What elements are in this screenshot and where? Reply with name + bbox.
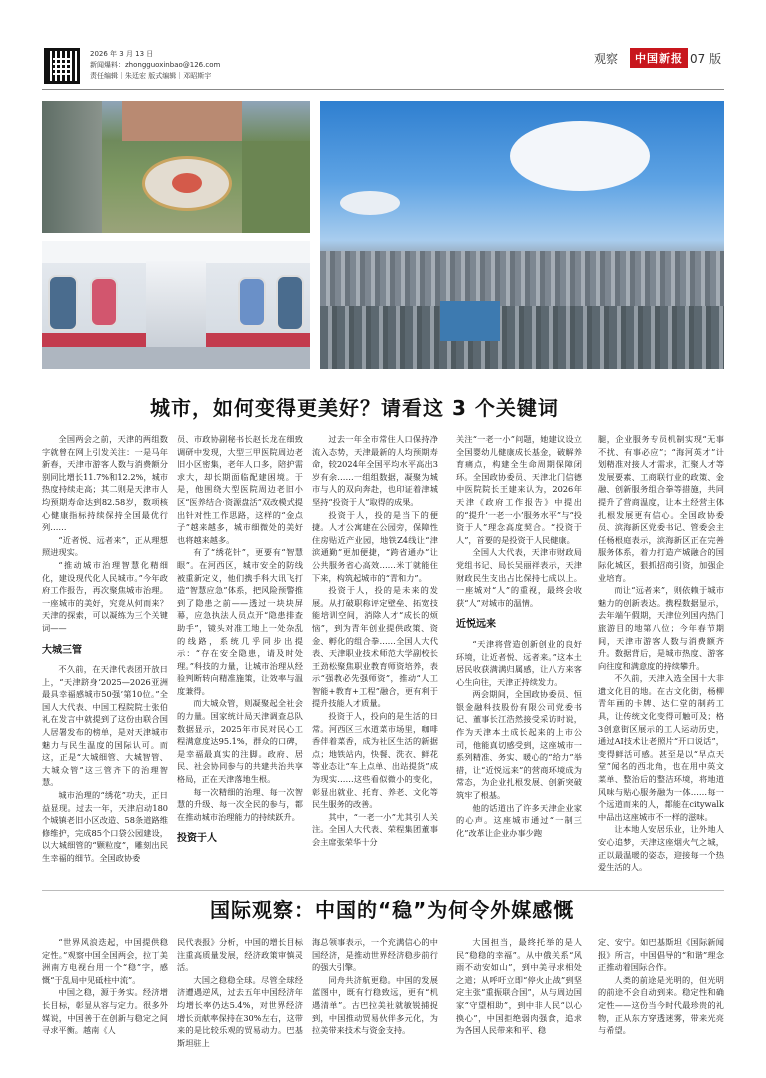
article1-column-4	[456, 433, 582, 839]
paragraph: 关注“一老一小”问题，她建议设立全国婴幼儿健康成长基金，破解养育痛点，构建全生命周期保障闭环。全国政协委员、天津北门信德中医院院长王建来认为，2026年天津《政府工作报告》中提出的“提升‘一老一小’服务水平”与“投资于人”理念高度契合。“投资于人”，首要的是投资于人民健康。	[456, 434, 582, 545]
paragraph: 民代表报》分析，中国的增长目标注重高质量发展，经济政策审慎灵活。	[177, 937, 303, 973]
paragraph: 其中，“一老一小”尤其引人关注。全国人大代表、荣程集团董事会主席张荣华十分	[312, 811, 438, 847]
photo-aerial-plaza	[42, 101, 310, 233]
news-email: 新闻爆料：zhongguoxinbao@126.com	[90, 61, 221, 69]
article2-column-4	[456, 936, 582, 1037]
article2-column-2	[177, 936, 303, 1049]
paragraph: 全国两会之前，天津的两组数字就曾在网上引发关注：一是马年新春，天津市游客人数与消费额分别同比增长11.7%和12.2%，城市热度持续走高；其二则是天津市人均预期寿命达到82.58岁，数项核心健康指标持续保持全国最优行列……	[42, 434, 168, 533]
paragraph: 同舟共济航更稳。中国的发展蓝图中，既有行稳致远，更有“机遇清单”。古巴拉美社就敏锐捕捉到，中国推动贸易伙伴多元化，为拉美带来技术与资金支持。	[312, 974, 438, 1036]
paragraph: 让本地人安居乐业，让外地人安心追梦，天津这座烟火气之城，正以最温暖的姿态，迎接每一个热爱生活的人。	[598, 824, 724, 873]
editors-line: 责任编辑｜朱廷宏 版式编辑｜邓昭斯宇	[90, 72, 212, 80]
paragraph: 大国担当，最终托举的是人民“稳稳的幸福”。从中俄关系“风雨不动安如山”，到中美寻求相处之道；从呼吁立即“停火止战”到坚定主张“重振联合国”，从与周边国家“守望相助”，到中非人民“以心换心”，中国拒绝弱肉强食，追求为各国人民带来和平、稳	[456, 937, 582, 1036]
article2-title: 国际观察：中国的“稳”为何令外媒感慨	[210, 898, 575, 922]
paragraph: 大国之稳稳全球。尽管全球经济遭遇逆风，过去五年中国经济年均增长率仍达5.4%，对世界经济增长贡献率保持在30%左右，这带来的是比较乐观的贸易动力。巴基斯坦驻上	[177, 974, 303, 1048]
paragraph: 不久前，天津入选全国十大非遗文化目的地。在古文化街，杨柳青年画的卡牌、达仁堂的制药工具，让传统文化变得可触可及；格3创意街区展示的工人运动历史，通过AI技术让老照片“开口说话”，变得鲜活可感。甚至是以“早点天堂”闻名的西北角，也在用中英文菜单、整治后的整洁环境，将地道风味与贴心服务融为一体……每一个远道而来的人，都能在citywalk中品出这座城市不一样的滋味。	[598, 673, 724, 822]
paragraph: 有了“绣花针”，更要有“智慧眼”。在河西区，城市安全的防线被重新定义，他们携手科大讯飞打造“智慧应急”体系，把风险预警推到了隐患之前——透过一块块屏幕，应急执法人员点开“隐患排查助手”，镜头对准工地上一处杂乱的线路，系统几乎同步出提示：“存在安全隐患，请及时处理。”科技的力量，让城市治理从经验判断转向精准施策，让效率与温度兼得。	[177, 547, 303, 696]
paragraph: 城市治理的“绣花”功夫，正日益显现。过去一年，天津启动180个城镇老旧小区改造、58条道路维修维护，完成85个口袋公园建设，以大城细管的“颗粒度”，雕刻出民生幸福的细节。全国政协委	[42, 790, 168, 863]
subheading: 大城三管	[42, 644, 82, 656]
article2-column-1	[42, 936, 168, 1037]
paragraph: 腿，企业服务专员机制实现“无事不扰、有事必应”；“海河英才”计划精准对接人才需求，汇聚人才等发展要素、工商联行业的政策、金融、创新服务组合拳等措施，共同提升了营商温度，让本土经营主体扎根发展更有信心。全国政协委员、滨海新区党委书记、管委会主任杨根庭表示，滨海新区正在完善服务体系，着力打造产城融合的国际化城区，狠抓招商引资，加强企业培育。	[598, 434, 724, 583]
paragraph: 而让“远者来”，则依赖于城市魅力的创新表达。携程数据显示，去年端午假期，天津位列国内热门旅游目的地第八位；今年春节期间，天津市游客人数与消费额齐升。数据背后，是城市热度、游客向往度和满意度的持续攀升。	[598, 585, 724, 671]
header-rule	[42, 89, 724, 90]
subheading: 近悦远来	[456, 619, 496, 631]
qr-code	[44, 48, 80, 84]
paragraph: 员、市政协副秘书长赵长龙在细致调研中发现，大型三甲医院周边老旧小区密集，老年人口多，陪护需求大，却长期面临配建困境。于是，他围绕大型医院周边老旧小区“医养结合·资源盘活”双改模式提出针对性工作思路，这样的“金点子”越来越多，城市细微处的美好也将越来越多。	[177, 434, 303, 545]
subheading: 投资于人	[177, 833, 217, 845]
paragraph: 全国人大代表，天津市财政局党组书记、局长吴丽祥表示，天津财政民生支出占比保持七成以上。一座城对“人”的重视，最终会收获“人”对城市的温情。	[456, 547, 582, 608]
paragraph: 而大城众管，则凝聚起全社会的力量。国家统计局天津调查总队数据显示，2025年市民对民心工程满意度达95.1%，群众的口碑，是幸福最真实的注脚。政府、居民、社会协同参与的共建共治共享格局，正在天津落地生根。	[177, 698, 303, 785]
paragraph: 海总领事表示，一个充满信心的中国经济，是推动世界经济稳步前行的强大引擎。	[312, 937, 438, 973]
article1-title: 城市，如何变得更美好？请看这 3 个关键词	[150, 396, 559, 420]
paragraph: 投资于人，投的是未来的发展。从打破职称评定壁垒、拓宽技能培训空间，消除人才“成长的烦恼”，到为青年创业提供政策、资金、孵化的组合拳……全国人大代表、天津职业技术师范大学副校长王劲松聚焦职业教育师资培养，表示“强教必先强师资”，推动“人工智能+教育+工程”融合，更有利于提升技能人才质量。	[312, 585, 438, 709]
paragraph: “近者悦、远者来”，正从理想照进现实。	[42, 534, 168, 558]
paragraph: 每一次精细的治理、每一次智慧的升级、每一次全民的参与，都在推动城市治理能力的持续跃升。	[177, 786, 303, 822]
issue-date: 2026 年 3 月 13 日	[90, 50, 154, 58]
paragraph: 投资于人，投的是当下的便捷。人才公寓建在公园旁，保障性住房贴近产业园，地铁Z4线让“津滨通勤”更加便捷，“跨省通办”让公共服务省心高效……米丁就能住下来，构筑起城市的“青和力”。	[312, 509, 438, 583]
paragraph: “世界风浪迭起，中国提供稳定性。”观察中国全国两会，拉丁美洲南方电视台用一个“稳”字，感慨“于乱局中见砥柱中流”。	[42, 937, 168, 985]
page-number: 07 版	[690, 52, 722, 66]
article2-column-5	[598, 936, 724, 1037]
paragraph: 中国之稳，源于务实。经济增长目标，彰显从容与定力。很多外媒说，中国善于在创新与稳定之间寻求平衡。越南《人	[42, 987, 168, 1036]
article-divider	[42, 890, 724, 891]
article1-column-3	[312, 433, 438, 849]
article1-column-1	[42, 433, 168, 865]
paragraph: 不久前，在天津代表团开放日上，“天津跻身‘2025—2026亚洲最具幸福感城市50强’第10位。”全国人大代表、中国工程院院士张伯礼在发言中就提到了这份由联合国人居署发布的榜单，是对天津城市魅力与民生温度的国际认可。而这，正是“大城细管、大城智管、大城众管”这三管齐下的治理智慧。	[42, 664, 168, 788]
paragraph: 定、安宁。如巴基斯坦《国际新闻报》所言，中国倡导的“和谐”理念正推动着国际合作。	[598, 937, 724, 973]
article2-column-3	[312, 936, 438, 1037]
photo-metro-interior	[42, 241, 310, 369]
newspaper-logo: 中国新报	[630, 48, 688, 68]
article1-column-2	[177, 433, 303, 852]
paragraph: “推动城市治理智慧化精细化，建设现代化人民城市。”今年政府工作报告，再次聚焦城市治理。一座城市的美好，究竟从何而来？天津的探索，可以凝练为三个关键词——	[42, 559, 168, 633]
paragraph: 两会期间，全国政协委员、恒银金融科技股份有限公司党委书记、董事长江浩然接受采访时说，作为天津本土成长起来的上市公司，他能真切感受到，这座城市一系列精准、务实、暖心的“给力”举措，让“近悦远来”的营商环境成为常态，为企业扎根发展、创新突破筑牢了根基。	[456, 689, 582, 801]
paragraph: 他的话道出了许多天津企业家的心声。这座城市通过“一制三化”改革让企业办事少跑	[456, 802, 582, 838]
photo-city-skyline	[320, 101, 724, 369]
article1-column-5	[598, 433, 724, 874]
paragraph: 投资于人，投向的是生活的日常。河西区三水道菜市场里，咖啡香伴着菜香，成为社区生活的新据点；地铁站内，快餐、洗衣、鲜花等业态让“车上点单、出站提货”成为现实……这些看似微小的变化，彰显出就业、托育、养老、文化等民生服务的改善。	[312, 711, 438, 810]
paragraph: “天津将营造创新创业的良好环境，让近者悦、远者来。”这本土居民收获满满归属感，让八方来客心生向往，天津正持续发力。	[456, 638, 582, 687]
paragraph: 人类的前途是光明的，但光明的前途不会自动到来。稳定性和确定性——这份当今时代最珍贵的礼物，正从东方穿透迷雾，带来光亮与希望。	[598, 974, 724, 1036]
section-name: 观察	[594, 52, 619, 66]
paragraph: 过去一年全市常住人口保持净流入态势，天津最新的人均预期寿命，较2024年全国平均水平高出3岁有余……一组组数据，凝聚为城市与人的双向奔赴，也印证着津城坚持“投资于人”取得的成果。	[312, 434, 438, 507]
